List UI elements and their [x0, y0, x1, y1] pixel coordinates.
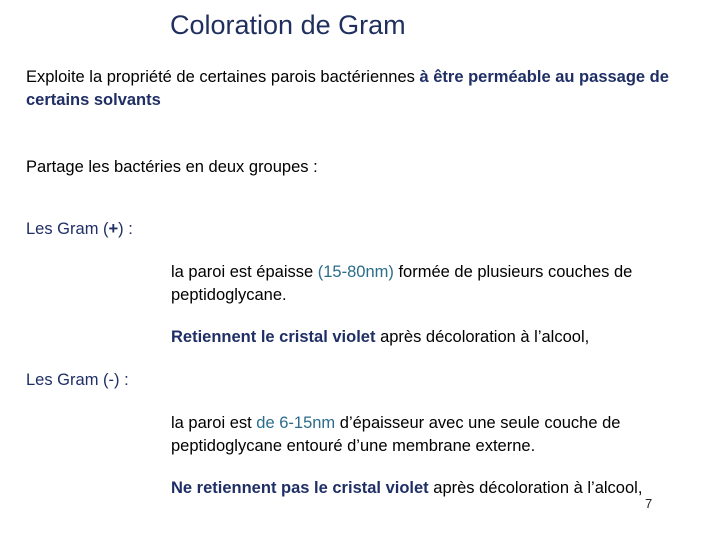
gram-positive-label: Les Gram (: [26, 220, 109, 238]
gram-positive-wall-text: la paroi est épaisse: [171, 263, 318, 281]
gram-positive-thickness: (15-80nm): [317, 263, 394, 281]
gram-positive-retain-rest: après décoloration à l’alcool,: [375, 328, 590, 346]
gram-negative-retention: [171, 477, 642, 500]
page-title: Coloration de Gram: [170, 10, 406, 40]
intro-paragraph: [26, 66, 686, 112]
gram-positive-sign: +: [108, 220, 119, 238]
intro-text: Exploite la propriété de certaines parois bactériennes: [26, 68, 420, 86]
groups-line: Partage les bactéries en deux groupes :: [26, 158, 318, 176]
gram-positive-heading: [26, 218, 133, 241]
gram-positive-wall: [171, 261, 691, 307]
gram-negative-thickness: de 6-15nm: [256, 414, 336, 432]
gram-positive-retain-bold: Retiennent le cristal violet: [171, 328, 376, 346]
intro-emphasis: à être perméable au passage de certains solvants: [26, 68, 669, 109]
gram-positive-label-end: ) :: [118, 220, 133, 238]
gram-negative-heading: Les Gram (-) :: [26, 371, 129, 389]
gram-negative-wall-text: la paroi est: [171, 414, 257, 432]
gram-negative-wall-rest: d’épaisseur avec une seule couche de peptidoglycane entouré d’une membrane externe.: [171, 414, 621, 455]
gram-positive-wall-rest: formée de plusieurs couches de peptidoglycane.: [171, 263, 633, 304]
gram-negative-retain-rest: après décoloration à l’alcool,: [428, 479, 643, 497]
gram-negative-retain-bold: Ne retiennent pas le cristal violet: [171, 479, 429, 497]
page-number: 7: [645, 496, 653, 511]
gram-negative-wall: [171, 412, 691, 458]
gram-positive-retention: [171, 326, 589, 349]
